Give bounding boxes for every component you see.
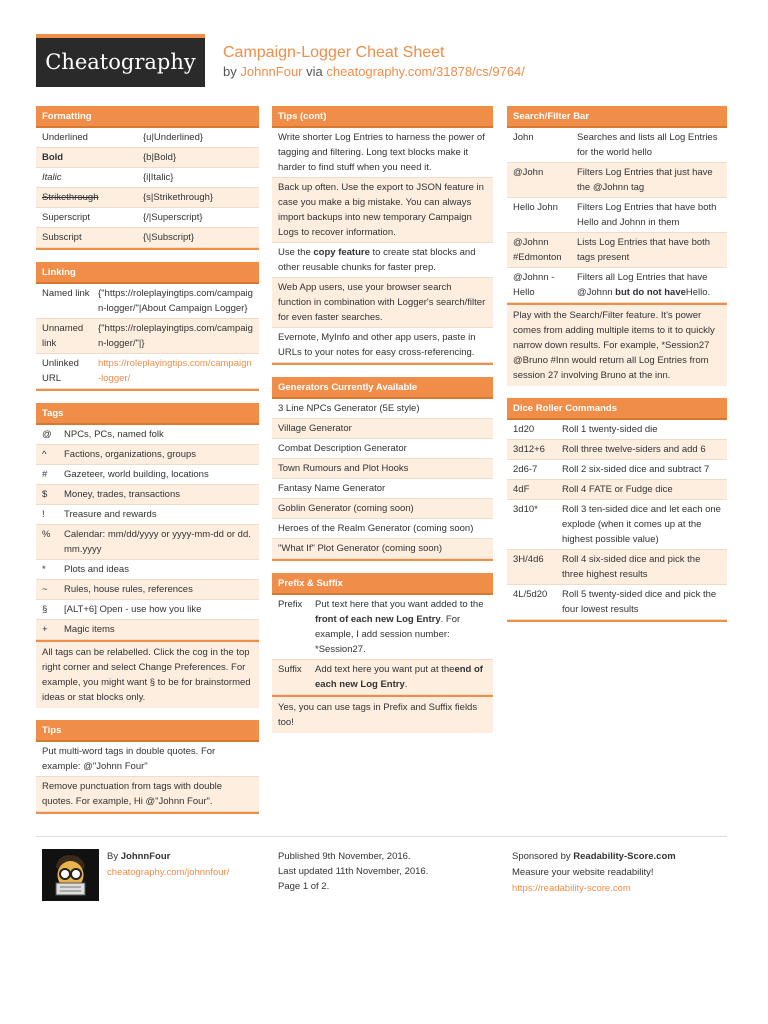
column-3	[507, 106, 727, 634]
field-name: Suffix	[278, 664, 302, 675]
link-type: Unnamed link	[42, 323, 84, 349]
table-row	[36, 600, 259, 620]
byline	[223, 63, 525, 81]
table-row	[36, 148, 259, 168]
section-header: Tags	[36, 403, 259, 425]
table-row	[507, 550, 727, 585]
tag-meaning: Calendar: mm/dd/yyyy or yyyy-mm-dd or dd.mm.yyyy	[64, 529, 251, 555]
list-item: 3 Line NPCs Generator (5E style)	[272, 399, 493, 419]
table-row	[507, 268, 727, 303]
table-row	[507, 128, 727, 163]
page-title: Campaign-Logger Cheat Sheet	[223, 44, 445, 61]
author-profile-link[interactable]: cheatography.com/johnnfour/	[107, 867, 230, 878]
query-example: Hello John	[513, 202, 558, 213]
table-row	[36, 485, 259, 505]
list-item: Heroes of the Realm Generator (coming soon)	[272, 519, 493, 539]
tag-symbol: @	[42, 429, 52, 440]
table-row	[36, 445, 259, 465]
section-divider	[507, 620, 727, 622]
list-item: Combat Description Generator	[272, 439, 493, 459]
field-description: Put text here that you want added to the front of each new Log Entry. For example, I add session number: *Session27.	[315, 599, 484, 655]
format-name: Bold	[42, 152, 64, 163]
table-row	[36, 465, 259, 485]
sponsor-link[interactable]: https://readability-score.com	[512, 883, 631, 894]
tag-meaning: Treasure and rewards	[64, 509, 157, 520]
tip-item: Evernote, MyInfo and other app users, paste in URLs to your notes for easy cross-referencing.	[272, 328, 493, 363]
table-row	[36, 525, 259, 560]
table-row	[36, 425, 259, 445]
list-item: Town Rumours and Plot Hooks	[272, 459, 493, 479]
table-row	[36, 319, 259, 354]
section-header: Prefix & Suffix	[272, 573, 493, 595]
tip-item: Remove punctuation from tags with double quotes. For example, Hi @"Johnn Four".	[36, 777, 259, 812]
search-note: Play with the Search/Filter feature. It's power comes from adding multiple items to it to quickly narrow down results. For example, *Session27 @Bruno #Inn would return all Log Entries from session 27 involving Bruno at the inn.	[507, 305, 727, 386]
footer-author-name[interactable]: JohnnFour	[120, 851, 171, 862]
tag-meaning: Plots and ideas	[64, 564, 129, 575]
tag-symbol: #	[42, 469, 48, 480]
query-example: John	[513, 132, 534, 143]
dice-command: 3H/4d6	[513, 554, 544, 565]
column-1	[36, 106, 259, 826]
avatar-illustration-icon	[42, 849, 99, 901]
table-row	[507, 233, 727, 268]
tag-symbol: !	[42, 509, 45, 520]
table-row	[36, 228, 259, 248]
table-row	[272, 660, 493, 695]
query-result: Filters Log Entries that just have the @Johnn tag	[577, 167, 713, 193]
format-name: Underlined	[42, 132, 88, 143]
tag-meaning: [ALT+6] Open - use how you like	[64, 604, 202, 615]
section-header: Tips	[36, 720, 259, 742]
query-example: @Johnn - Hello	[513, 272, 555, 298]
dice-roller-section	[507, 398, 727, 622]
section-divider	[36, 389, 259, 391]
dice-command: 2d6-7	[513, 464, 538, 475]
section-divider	[36, 248, 259, 250]
tip-item: Back up often. Use the export to JSON feature in case you make a big mistake. You can always import backups into new temporary Campaign Logs to recover information.	[272, 178, 493, 243]
sheet-url-link[interactable]: cheatography.com/31878/cs/9764/	[326, 64, 525, 79]
tag-symbol: §	[42, 604, 48, 615]
dice-description: Roll 2 six-sided dice and subtract 7	[562, 464, 710, 475]
link-type: Unlinked URL	[42, 358, 79, 384]
query-example: @Johnn #Edmonton	[513, 237, 562, 263]
table-row	[36, 188, 259, 208]
tip-item: Put multi-word tags in double quotes. For example: @"Johnn Four"	[36, 742, 259, 777]
tag-symbol: *	[42, 564, 46, 575]
format-name: Strikethrough	[42, 192, 99, 203]
table-row	[36, 580, 259, 600]
table-row	[36, 354, 259, 389]
table-row	[507, 420, 727, 440]
formatting-section	[36, 106, 259, 250]
section-divider	[36, 812, 259, 814]
query-result: Searches and lists all Log Entries for the world hello	[577, 132, 718, 158]
footer-by-label: By	[107, 851, 119, 862]
dice-description: Roll three twelve-siders and add 6	[562, 444, 706, 455]
unlinked-url-link[interactable]: https://roleplayingtips.com/campaign-logger/	[98, 358, 252, 384]
author-avatar[interactable]	[42, 849, 99, 901]
sponsor-line	[512, 849, 676, 865]
tag-meaning: Magic items	[64, 624, 115, 635]
tip-item	[272, 243, 493, 278]
table-row	[36, 284, 259, 319]
byline-via: via	[306, 64, 323, 79]
format-syntax: {\|Subscript}	[143, 232, 195, 243]
tip-item: Write shorter Log Entries to harness the power of tagging and filtering. Long text blocks make it harder to find stuff when you need it.	[272, 128, 493, 178]
format-syntax: {s|Strikethrough}	[143, 192, 214, 203]
format-syntax: {i|Italic}	[143, 172, 174, 183]
list-item: Village Generator	[272, 419, 493, 439]
table-row	[36, 128, 259, 148]
sponsor-label: Sponsored by	[512, 851, 571, 862]
tags-section	[36, 403, 259, 708]
tag-symbol: $	[42, 489, 48, 500]
dice-command: 3d12+6	[513, 444, 545, 455]
section-header: Linking	[36, 262, 259, 284]
tag-meaning: Factions, organizations, groups	[64, 449, 197, 460]
tip-text: Use the	[278, 247, 314, 258]
table-row	[36, 168, 259, 188]
query-example: @John	[513, 167, 544, 178]
dice-description: Roll 4 six-sided dice and pick the three highest results	[562, 554, 701, 580]
tips-section	[36, 720, 259, 814]
format-syntax: {/|Superscript}	[143, 212, 203, 223]
link-syntax: {"https://roleplayingtips.com/campaign-logger/"|About Campaign Logger}	[98, 288, 253, 314]
published-date: Published 9th November, 2016.	[278, 851, 411, 862]
author-link[interactable]: JohnnFour	[240, 64, 303, 79]
format-name: Superscript	[42, 212, 91, 223]
sponsor-name[interactable]: Readability-Score.com	[573, 851, 676, 862]
footer-divider	[36, 836, 727, 837]
format-syntax: {b|Bold}	[143, 152, 177, 163]
tip-bold-text: copy feature	[313, 247, 370, 258]
section-divider	[272, 559, 493, 561]
dice-description: Roll 3 ten-sided dice and let each one explode (when it comes up at the highest possible value)	[562, 504, 721, 545]
dice-command: 1d20	[513, 424, 535, 435]
prefix-note: Yes, you can use tags in Prefix and Suffix fields too!	[272, 697, 493, 733]
tip-item: Web App users, use your browser search function in combination with Logger's search/filter for even faster searches.	[272, 278, 493, 328]
author-line	[107, 849, 229, 865]
sponsor-tagline: Measure your website readability!	[512, 867, 654, 878]
format-name: Subscript	[42, 232, 82, 243]
section-divider	[272, 363, 493, 365]
footer-author	[107, 849, 229, 881]
field-description: Add text here you want put at theend of each new Log Entry.	[315, 664, 483, 690]
section-header: Formatting	[36, 106, 259, 128]
dice-command: 3d10*	[513, 504, 538, 515]
field-name: Prefix	[278, 599, 303, 610]
list-item: "What If" Plot Generator (coming soon)	[272, 539, 493, 559]
dice-command: 4dF	[513, 484, 530, 495]
section-header: Generators Currently Available	[272, 377, 493, 399]
tag-meaning: NPCs, PCs, named folk	[64, 429, 164, 440]
prefix-suffix-section	[272, 573, 493, 733]
query-result: Filters all Log Entries that have @Johnn but do not haveHello.	[577, 272, 711, 298]
tag-symbol: +	[42, 624, 48, 635]
tag-symbol: ^	[42, 449, 47, 460]
section-header: Tips (cont)	[272, 106, 493, 128]
query-result: Filters Log Entries that have both Hello and Johnn in them	[577, 202, 717, 228]
query-result: Lists Log Entries that have both tags present	[577, 237, 711, 263]
list-item: Fantasy Name Generator	[272, 479, 493, 499]
tag-symbol: ~	[42, 584, 48, 595]
format-name: Italic	[42, 172, 62, 183]
table-row	[36, 620, 259, 640]
linking-section	[36, 262, 259, 391]
column-2	[272, 106, 493, 745]
dice-description: Roll 5 twenty-sided dice and pick the four lowest results	[562, 589, 717, 615]
section-header: Dice Roller Commands	[507, 398, 727, 420]
cheatography-logo[interactable]: Cheatography	[36, 38, 205, 87]
tips-cont-section	[272, 106, 493, 365]
table-row	[507, 585, 727, 620]
tag-symbol: %	[42, 529, 51, 540]
table-row	[272, 595, 493, 660]
generators-section	[272, 377, 493, 561]
tip-text: to create stat blocks and other reusable chunks for faster prep.	[278, 247, 476, 273]
table-row	[507, 500, 727, 550]
tag-meaning: Rules, house rules, references	[64, 584, 193, 595]
tags-note: All tags can be relabelled. Click the cog in the top right corner and select Change Preferences. For example, you might want § to be for brainstormed ideas or stat blocks only.	[36, 642, 259, 708]
search-filter-section	[507, 106, 727, 386]
link-syntax: {"https://roleplayingtips.com/campaign-logger/"|}	[98, 323, 253, 349]
page-number: Page 1 of 2.	[278, 881, 330, 892]
link-type: Named link	[42, 288, 90, 299]
list-item: Goblin Generator (coming soon)	[272, 499, 493, 519]
tag-meaning: Gazeteer, world building, locations	[64, 469, 209, 480]
table-row	[36, 560, 259, 580]
dice-description: Roll 1 twenty-sided die	[562, 424, 658, 435]
table-row	[507, 440, 727, 460]
table-row	[507, 163, 727, 198]
table-row	[507, 480, 727, 500]
footer-sponsor	[512, 849, 676, 897]
footer-dates	[278, 849, 428, 894]
tag-meaning: Money, trades, transactions	[64, 489, 180, 500]
byline-by: by	[223, 64, 237, 79]
dice-command: 4L/5d20	[513, 589, 548, 600]
section-header: Search/Filter Bar	[507, 106, 727, 128]
table-row	[36, 505, 259, 525]
dice-description: Roll 4 FATE or Fudge dice	[562, 484, 673, 495]
table-row	[507, 460, 727, 480]
table-row	[507, 198, 727, 233]
updated-date: Last updated 11th November, 2016.	[278, 866, 429, 877]
format-syntax: {u|Underlined}	[143, 132, 204, 143]
table-row	[36, 208, 259, 228]
